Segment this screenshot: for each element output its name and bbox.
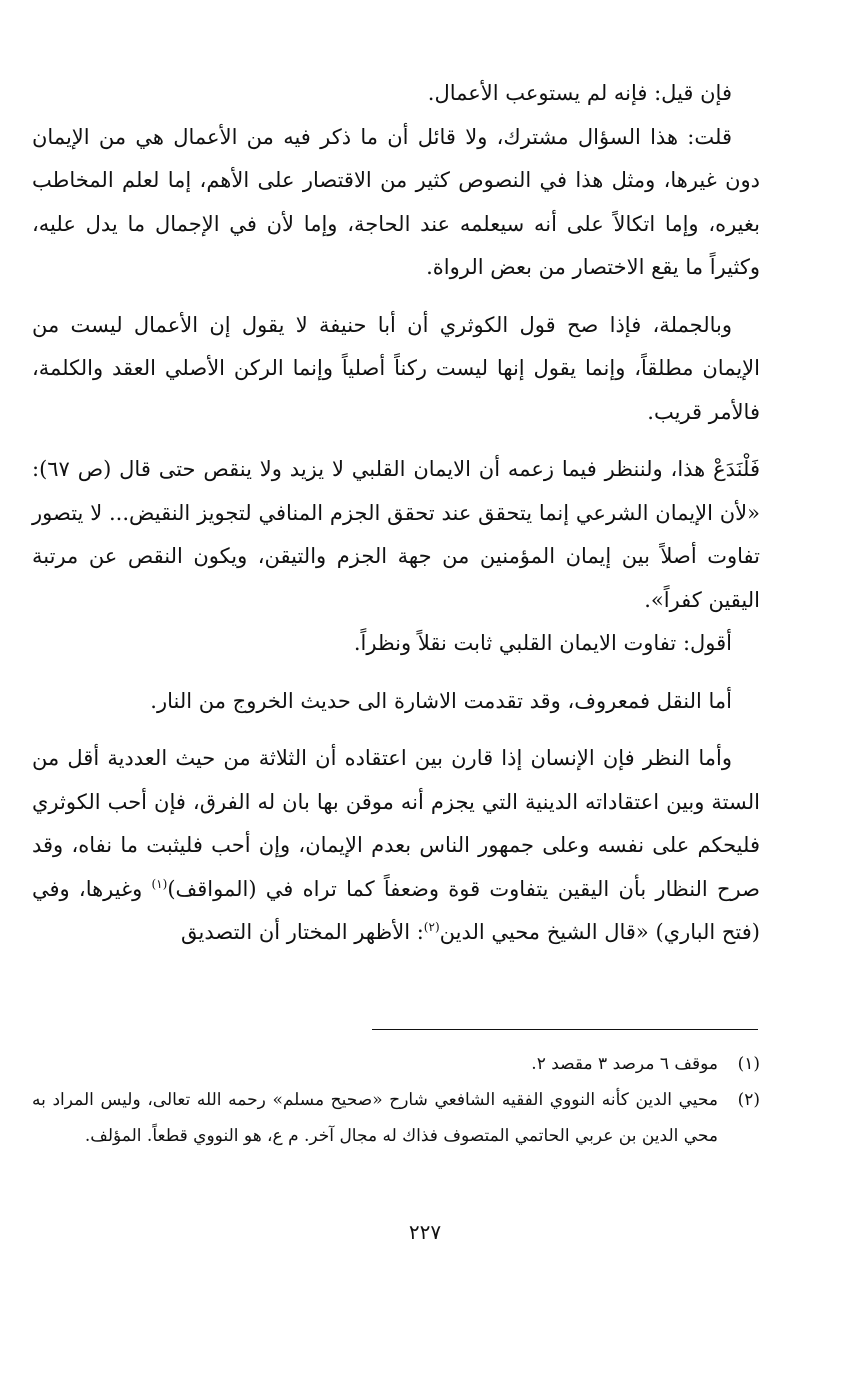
paragraph-reasoning-part2: وغيرها، وفي (فتح الباري) «قال الشيخ محيي الدين — [32, 876, 760, 944]
paragraph-transmission: أما النقل فمعروف، وقد تقدمت الاشارة الى حديث الخروج من النار. — [150, 688, 732, 713]
main-text — [32, 72, 760, 955]
page-number: ٢٢٧ — [408, 1220, 442, 1244]
paragraph-quote: فَلْنَدَعْ هذا، ولننظر فيما زعمه أن الايمان القلبي لا يزيد ولا ينقص حتى قال (ص ٦٧): «لأن الإيمان الشرعي إنما يتحقق عند تحقق الجزم المنافي لتجويز النقيض... لا يتصور تفاوت أصلاً بين إيمان المؤمنين من جهة الجزم والتيقن، ويكون النقص عن مرتبة اليقين كفراً». — [32, 457, 760, 612]
paragraph-reply: قلت: هذا السؤال مشترك، ولا قائل أن ما ذكر فيه من الأعمال هي من الإيمان دون غيرها، ومثل هذا في النصوص كثير من الاقتصار على الأهم، إما لعلم المخاطب بغيره، وإما اتكالاً على أنه سيعلمه عند الحاجة، وإما لأن في الإجمال ما يدل عليه، وكثيراً ما يقع الاختصار من بعض الرواة. — [32, 124, 760, 279]
footnote-divider — [372, 1029, 758, 1030]
paragraph-objection: فإن قيل: فإنه لم يستوعب الأعمال. — [427, 81, 732, 105]
footnote-1-text: موقف ٦ مرصد ٣ مقصد ٢. — [531, 1054, 718, 1074]
footnotes — [32, 1046, 760, 1154]
paragraph-reasoning-part3: : الأظهر المختار أن التصديق — [181, 920, 424, 944]
footnote-1 — [32, 1046, 760, 1082]
footnote-1-number: (١) — [737, 1054, 760, 1074]
paragraph-reasoning — [32, 737, 760, 955]
paragraph-reasoning-part1: وأما النظر فإن الإنسان إذا قارن بين اعتقاده أن الثلاثة من حيث العددية أقل من الستة وبين اعتقاداته الدينية التي يجزم أنه موقن بها بان له الفرق، فإن أحب الكوثري فليحكم على نفسه وعلى جمهور الناس بعدم الإيمان، وإن أحب فليثبت ما نفاه، وقد صرح النظار بأن اليقين يتفاوت قوة وضعفاً كما تراه في (المواقف) — [32, 746, 760, 901]
footnote-ref-2: (٢) — [423, 920, 440, 934]
footnote-2-number: (٢) — [737, 1090, 760, 1110]
paragraph-summary: وبالجملة، فإذا صح قول الكوثري أن أبا حنيفة لا يقول إن الأعمال ليست من الإيمان مطلقاً، وإنما يقول إنها ليست ركناً أصلياً وإنما الركن الأصلي العقد والكلمة، فالأمر قريب. — [32, 312, 760, 424]
footnote-2-text: محيي الدين كأنه النووي الفقيه الشافعي شارح «صحيح مسلم» رحمه الله تعالى، وليس المراد به محي الدين بن عربي الحاتمي المتصوف فذاك له مجال آخر. م ع، هو النووي قطعاً. المؤلف. — [32, 1090, 718, 1146]
paragraph-statement: أقول: تفاوت الايمان القلبي ثابت نقلاً ونظراً. — [353, 631, 732, 655]
footnote-2 — [32, 1082, 760, 1154]
footnote-ref-1: (١) — [151, 876, 168, 891]
